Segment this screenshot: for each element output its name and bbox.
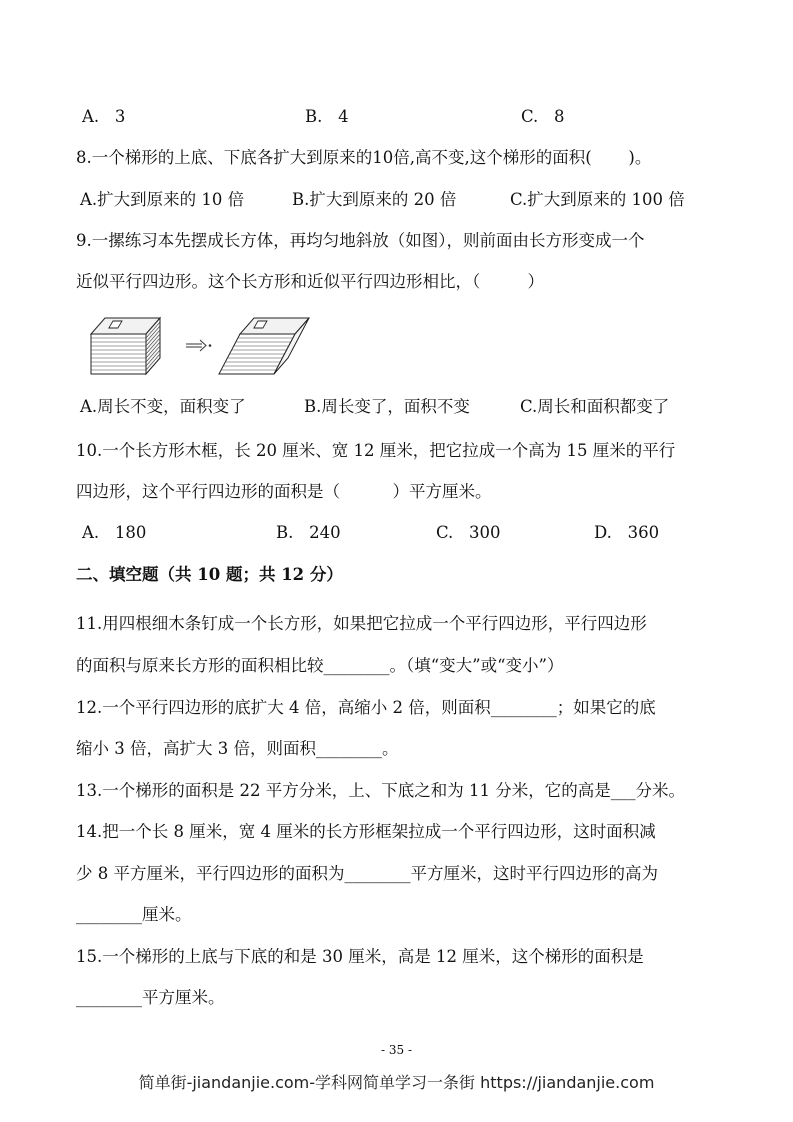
q10-line-1: 10.一个长方形木框，长 20 厘米、宽 12 厘米，把它拉成一个高为 15 厘米的平行	[76, 441, 676, 460]
q14-line-2: 少 8 平方厘米，平行四边形的面积为________平方厘米，这时平行四边形的高为	[76, 864, 658, 883]
slanted-stack	[219, 318, 309, 374]
footer-watermark: 简单街-jiandanjie.com-学科网简单学习一条街 https://jiandanjie.com	[138, 1073, 655, 1092]
q8-option-b: B.扩大到原来的 20 倍	[292, 190, 457, 209]
q14-line-3: ________厘米。	[76, 905, 192, 924]
q15-line-2: ________平方厘米。	[76, 988, 225, 1007]
arrow-icon	[186, 340, 211, 351]
q9-line-1: 9.一摞练习本先摆成长方体，再均匀地斜放（如图），则前面由长方形变成一个	[76, 231, 645, 250]
q10-line-2: 四边形，这个平行四边形的面积是（ ）平方厘米。	[76, 482, 492, 501]
page-number: - 35 -	[380, 1043, 412, 1057]
q11-line-1: 11.用四根细木条钉成一个长方形，如果把它拉成一个平行四边形，平行四边形	[76, 614, 647, 633]
q12-line-1: 12.一个平行四边形的底扩大 4 倍，高缩小 2 倍，则面积________；如果它的底	[76, 698, 656, 717]
q10-option-c: C. 300	[436, 523, 501, 542]
q10-option-d: D. 360	[594, 523, 660, 542]
q7-option-b: B. 4	[305, 107, 349, 126]
q9-line-2: 近似平行四边形。这个长方形和近似平行四边形相比，（ ）	[76, 272, 544, 291]
q8-option-a: A.扩大到原来的 10 倍	[80, 190, 245, 209]
q11-line-2: 的面积与原来长方形的面积相比较________。（填“变大”或“变小”）	[76, 656, 564, 675]
section-2-title: 二、填空题（共 10 题；共 12 分）	[76, 565, 343, 584]
q9-option-b: B.周长变了，面积不变	[304, 397, 470, 416]
q12-line-2: 缩小 3 倍，高扩大 3 倍，则面积________。	[76, 739, 399, 758]
cuboid-stack	[91, 318, 160, 374]
notebook-stack-figure	[90, 314, 320, 378]
q10-option-a: A. 180	[82, 523, 147, 542]
q9-option-c: C.周长和面积都变了	[520, 397, 670, 416]
q8-option-c: C.扩大到原来的 100 倍	[510, 190, 685, 209]
q7-option-a: A. 3	[82, 107, 126, 126]
q14-line-1: 14.把一个长 8 厘米，宽 4 厘米的长方形框架拉成一个平行四边形，这时面积减	[76, 822, 656, 841]
q10-option-b: B. 240	[276, 523, 341, 542]
q9-option-a: A.周长不变，面积变了	[80, 397, 246, 416]
q7-option-c: C. 8	[521, 107, 565, 126]
q13-line-1: 13.一个梯形的面积是 22 平方分米，上、下底之和为 11 分米，它的高是___分米。	[76, 781, 685, 800]
q8-text: 8.一个梯形的上底、下底各扩大到原来的10倍,高不变,这个梯形的面积( )。	[76, 148, 652, 167]
q15-line-1: 15.一个梯形的上底与下底的和是 30 厘米，高是 12 厘米，这个梯形的面积是	[76, 947, 644, 966]
